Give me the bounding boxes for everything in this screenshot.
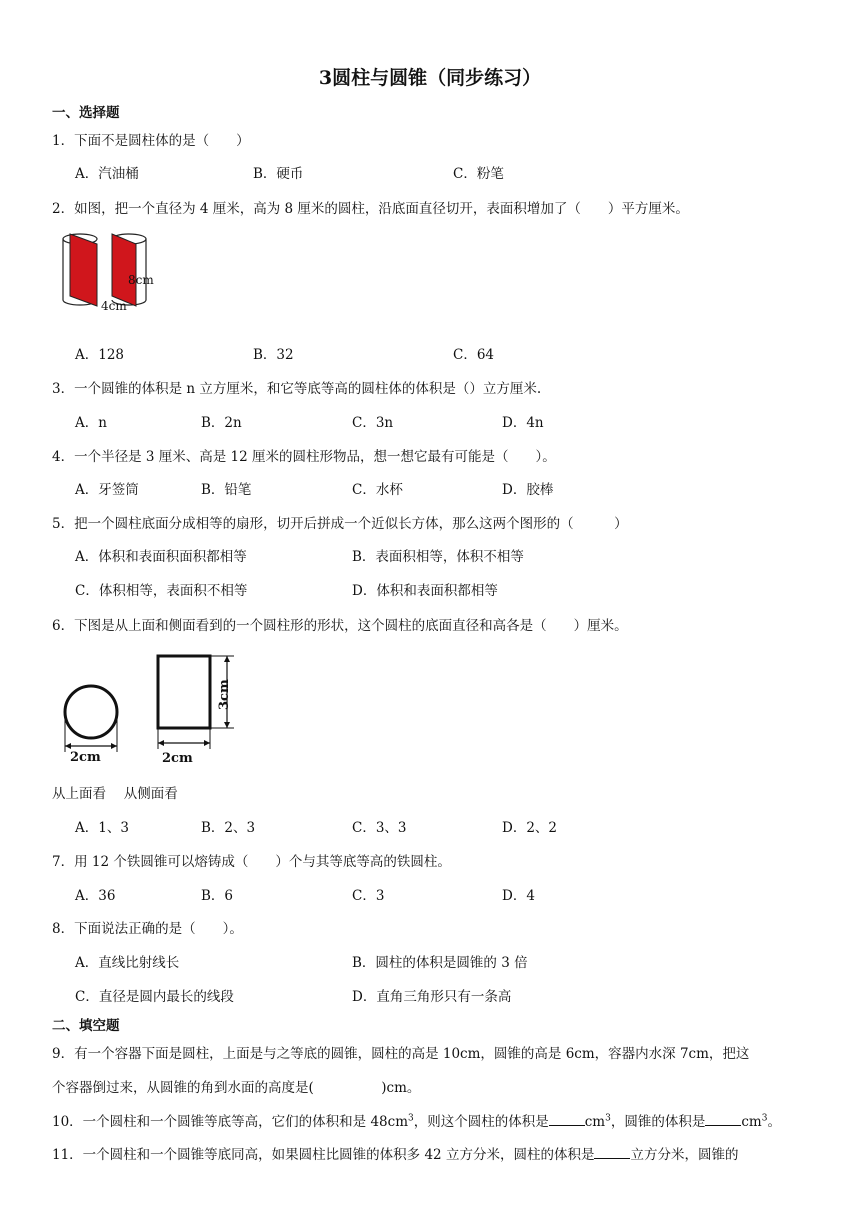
- q1-option-b[interactable]: B．硬币: [253, 166, 304, 182]
- question-1-text: 1．下面不是圆柱体的是（ ）: [52, 133, 250, 149]
- top-view-width-label: 2cm: [70, 750, 101, 765]
- q3-option-b[interactable]: B．2n: [201, 415, 242, 431]
- q8-option-c[interactable]: C．直径是圆内最长的线段: [75, 989, 234, 1005]
- q6-option-c[interactable]: C．3、3: [352, 820, 407, 836]
- question-9-line-2: 个容器倒过来，从圆锥的角到水面的高度是( )cm。: [52, 1080, 421, 1096]
- q10-part-5: cm: [741, 1114, 762, 1130]
- q10-blank-cylinder[interactable]: [549, 1111, 585, 1126]
- q6-option-a[interactable]: A．1、3: [75, 820, 129, 836]
- top-view-circle: [65, 686, 117, 738]
- height-label: 8cm: [128, 273, 154, 287]
- q1-option-c[interactable]: C．粉笔: [453, 166, 504, 182]
- question-9-line-1: 9．有一个容器下面是圆柱，上面是与之等底的圆锥，圆柱的高是 10cm，圆锥的高是 6cm，容器内水深 7cm，把这: [52, 1046, 750, 1062]
- q10-sup-2: 3: [605, 1113, 611, 1124]
- q7-option-c[interactable]: C．3: [352, 888, 385, 904]
- q6-option-b[interactable]: B．2、3: [201, 820, 256, 836]
- q10-part-4: ，圆锥的体积是: [610, 1114, 706, 1130]
- q11-part-1: 11．一个圆柱和一个圆锥等底同高，如果圆柱比圆锥的体积多 42 立方分米，圆柱的体积是: [52, 1147, 595, 1163]
- page-title: 3圆柱与圆锥（同步练习）: [318, 67, 542, 89]
- cut-cylinder-figure: [58, 230, 158, 314]
- q8-option-b[interactable]: B．圆柱的体积是圆锥的 3 倍: [352, 955, 528, 971]
- q4-option-d[interactable]: D．胶棒: [502, 482, 554, 498]
- q2-option-a[interactable]: A．128: [75, 347, 125, 363]
- left-cut-face: [70, 234, 97, 306]
- q7-option-d[interactable]: D．4: [502, 888, 535, 904]
- section-fill-heading: 二、填空题: [52, 1018, 120, 1034]
- q7-option-b[interactable]: B．6: [201, 888, 234, 904]
- side-view-width-label: 2cm: [162, 751, 193, 766]
- question-10-text: [52, 1110, 781, 1130]
- q5-option-b[interactable]: B．表面积相等，体积不相等: [352, 549, 524, 565]
- q3-option-d[interactable]: D．4n: [502, 415, 544, 431]
- q10-part-2: ，则这个圆柱的体积是: [413, 1114, 549, 1130]
- q8-option-a[interactable]: A．直线比射线长: [75, 955, 180, 971]
- q5-option-c[interactable]: C．体积相等，表面积不相等: [75, 583, 248, 599]
- q4-option-a[interactable]: A．牙签筒: [75, 482, 139, 498]
- q5-option-d[interactable]: D．体积和表面积都相等: [352, 583, 498, 599]
- q5-option-a[interactable]: A．体积和表面积面积都相等: [75, 549, 247, 565]
- q10-sup-1: 3: [408, 1113, 414, 1124]
- diameter-label: 4cm: [101, 299, 127, 313]
- q11-blank-cylinder[interactable]: [594, 1144, 630, 1159]
- q2-option-b[interactable]: B．32: [253, 347, 294, 363]
- q3-option-a[interactable]: A．n: [75, 415, 107, 431]
- side-view-height-label: 3cm: [217, 679, 232, 710]
- q10-part-1: 10．一个圆柱和一个圆锥等底等高，它们的体积和是 48cm: [52, 1114, 409, 1130]
- q10-part-6: 。: [767, 1114, 781, 1130]
- q8-option-d[interactable]: D．直角三角形只有一条高: [352, 989, 512, 1005]
- q6-figure-caption: 从上面看 从侧面看: [52, 786, 178, 802]
- question-3-text: 3．一个圆锥的体积是 n 立方厘米，和它等底等高的圆柱体的体积是（）立方厘米.: [52, 381, 542, 397]
- q7-option-a[interactable]: A．36: [75, 888, 116, 904]
- q4-option-b[interactable]: B．铅笔: [201, 482, 252, 498]
- question-4-text: 4．一个半径是 3 厘米、高是 12 厘米的圆柱形物品，想一想它最有可能是（ ）。: [52, 449, 556, 465]
- right-cut-face: [112, 234, 136, 306]
- q11-part-2: 立方分米，圆锥的: [630, 1147, 739, 1163]
- section-choice-heading: 一、选择题: [52, 105, 120, 121]
- question-2-text: 2．如图，把一个直径为 4 厘米，高为 8 厘米的圆柱，沿底面直径切开，表面积增加了（ ）平方厘米。: [52, 201, 689, 217]
- question-7-text: 7．用 12 个铁圆锥可以熔铸成（ ）个与其等底等高的铁圆柱。: [52, 854, 451, 870]
- q4-option-c[interactable]: C．水杯: [352, 482, 403, 498]
- cylinder-views-figure: [56, 652, 246, 766]
- question-5-text: 5．把一个圆柱底面分成相等的扇形，切开后拼成一个近似长方体，那么这两个图形的（ ）: [52, 516, 628, 532]
- question-8-text: 8．下面说法正确的是（ ）。: [52, 921, 243, 937]
- q10-blank-cone[interactable]: [705, 1111, 741, 1126]
- q6-option-d[interactable]: D．2、2: [502, 820, 558, 836]
- q10-part-3: cm: [584, 1114, 606, 1130]
- q10-sup-3: 3: [761, 1113, 768, 1124]
- q1-option-a[interactable]: A．汽油桶: [75, 166, 139, 182]
- question-11-text: [52, 1143, 738, 1163]
- question-6-text: 6．下图是从上面和侧面看到的一个圆柱形的形状，这个圆柱的底面直径和高各是（ ）厘米。: [52, 618, 628, 634]
- side-view-rectangle: [158, 656, 210, 728]
- q3-option-c[interactable]: C．3n: [352, 415, 394, 431]
- q2-option-c[interactable]: C．64: [453, 347, 495, 363]
